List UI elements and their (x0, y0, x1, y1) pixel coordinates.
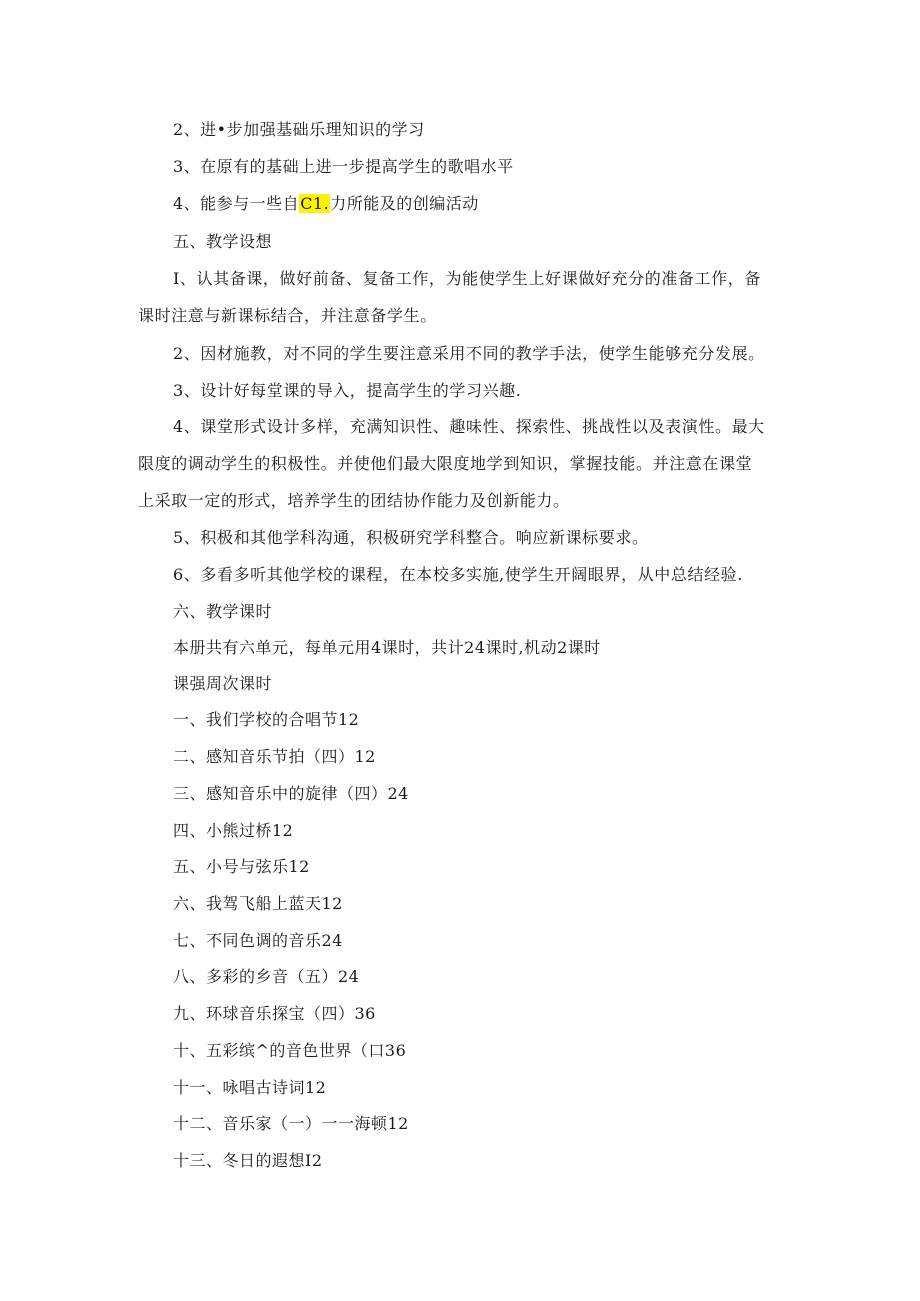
highlighted-text: C1. (300, 194, 330, 213)
goal-item-3: 3、在原有的基础上进一步提高学生的歌唱水平 (173, 157, 514, 176)
unit-list-item: 十二、音乐家（一）一一海顿12 (173, 1114, 409, 1133)
idea-4-line-1: 4、课堂形式设计多样，充满知识性、趣味性、探索性、挑战性以及表演性。最大 (173, 417, 765, 436)
idea-6: 6、多看多听其他学校的课程，在本校多实施,使学生开阔眼界，从中总结经验. (173, 565, 743, 584)
class-hours-summary: 本册共有六单元，每单元用4课时，共计24课时,机动2课时 (173, 638, 601, 657)
goal-item-2: 2、进•步加强基础乐理知识的学习 (173, 120, 425, 139)
idea-3: 3、设计好每堂课的导入，提高学生的学习兴趣. (173, 381, 522, 400)
unit-list-item: 九、环球音乐探宝（四）36 (173, 1004, 376, 1023)
unit-list-item: 二、感知音乐节拍（四）12 (173, 747, 376, 766)
goal-item-4-end: 力所能及的创编活动 (330, 194, 479, 213)
unit-list-item: 八、多彩的乡音（五）24 (173, 967, 360, 986)
unit-list-item: 四、小熊过桥12 (173, 821, 294, 840)
unit-list-item: 十三、冬日的遐想I2 (173, 1151, 323, 1170)
unit-list-item: 七、不同色调的音乐24 (173, 931, 343, 950)
section-heading-teaching-ideas: 五、教学设想 (173, 232, 273, 251)
section-heading-class-hours: 六、教学课时 (173, 602, 273, 621)
idea-1-line-2: 课时注意与新课标结合，并注意备学生。 (138, 306, 437, 325)
unit-list-item: 一、我们学校的合唱节12 (173, 710, 360, 729)
idea-1-line-1: I、认其备课，做好前备、复备工作，为能使学生上好课做好充分的准备工作，备 (173, 269, 761, 288)
unit-list-item: 五、小号与弦乐12 (173, 857, 310, 876)
unit-list-item: 十、五彩缤^的音色世界（口36 (173, 1041, 407, 1060)
goal-item-4-start: 4、能参与一些自 (173, 194, 300, 213)
schedule-header: 课强周次课时 (173, 674, 273, 693)
idea-2: 2、因材施教，对不同的学生要注意采用不同的教学手法，使学生能够充分发展。 (173, 344, 765, 363)
unit-list-item: 三、感知音乐中的旋律（四）24 (173, 784, 409, 803)
goal-item-4 (173, 193, 479, 215)
idea-4-line-2: 限度的调动学生的积极性。并使他们最大限度地学到知识，掌握技能。并注意在课堂 (138, 454, 753, 473)
idea-4-line-3: 上采取一定的形式，培养学生的团结协作能力及创新能力。 (138, 491, 570, 510)
idea-5: 5、积极和其他学科沟通，积极研究学科整合。响应新课标要求。 (173, 528, 649, 547)
unit-list-item: 十一、咏唱古诗词12 (173, 1078, 327, 1097)
unit-list-item: 六、我驾飞船上蓝天12 (173, 894, 343, 913)
